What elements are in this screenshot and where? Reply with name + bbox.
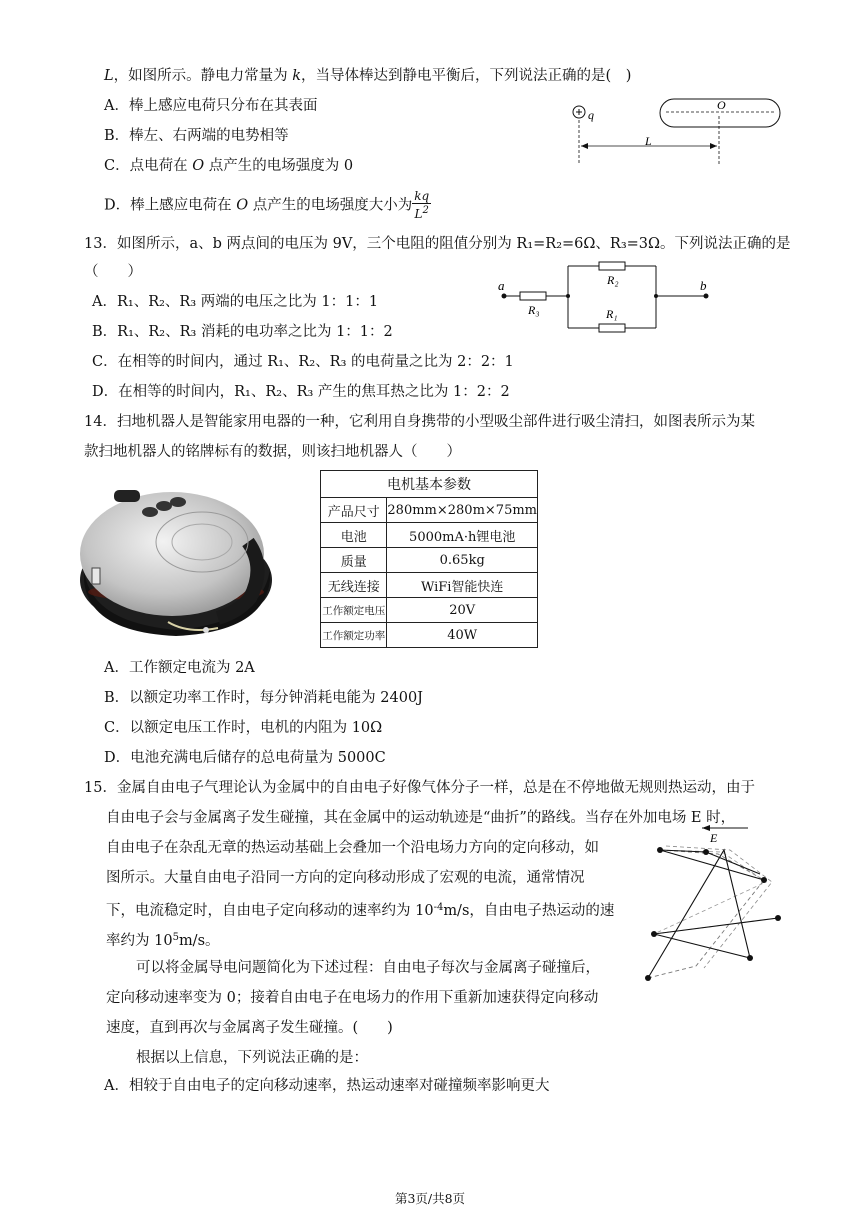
q12-fig-O: O — [717, 98, 726, 112]
table-row — [321, 523, 538, 548]
q12-fraction — [412, 190, 431, 221]
q12-fraction-den-L: L — [414, 207, 423, 221]
q15-line-6-text: 率约为 10 — [106, 933, 173, 949]
table-row — [321, 598, 538, 623]
spec-label: 产品尺寸 — [321, 498, 387, 523]
q15-electron-path-figure — [640, 822, 784, 984]
q15-line-5 — [106, 898, 614, 921]
q15-line-6-tail: m/s。 — [178, 933, 220, 949]
spec-value: 0.65kg — [387, 548, 538, 573]
q13-fig-R3: R₃ — [528, 303, 540, 317]
table-row — [321, 498, 538, 523]
q15-line-5-exp: -4 — [433, 902, 444, 913]
q15-line-2: 自由电子会与金属离子发生碰撞，其在金属中的运动轨迹是“曲折”的路线。当存在外加电场 E 时， — [106, 810, 736, 826]
q15-line-3: 自由电子在杂乱无章的热运动基础上会叠加一个沿电场力方向的定向移动，如 — [106, 840, 599, 856]
q12-option-d-mid: 点产生的电场强度大小为 — [248, 197, 413, 214]
spec-label: 工作额定功率 — [321, 623, 387, 648]
q13-fig-a: a — [498, 278, 505, 293]
q12-figure — [566, 94, 788, 170]
q12-fraction-den — [412, 204, 431, 221]
spec-value: 5000mA·h锂电池 — [387, 523, 538, 548]
q13-option-b: B．R₁、R₂、R₃ 消耗的电功率之比为 1：1：2 — [92, 324, 393, 340]
spec-label: 电池 — [321, 523, 387, 548]
q13-stem-brackets: （ ） — [84, 264, 142, 280]
q12-var-k: k — [292, 68, 302, 84]
q12-option-c-O: O — [192, 158, 205, 174]
spec-table-title: 电机基本参数 — [321, 471, 538, 498]
q12-option-a: A．棒上感应电荷只分布在其表面 — [104, 98, 318, 114]
q12-option-c-tail: 点产生的电场强度为 0 — [204, 158, 354, 174]
q15-line-6-exp: 5 — [172, 932, 179, 943]
q12-fig-L: L — [645, 134, 652, 148]
q12-option-c — [104, 156, 353, 176]
q14-stem: 14．扫地机器人是智能家用电器的一种，它利用自身携带的小型吸尘部件进行吸尘清扫，如图表所示为某 — [84, 414, 755, 430]
table-row — [321, 623, 538, 648]
q15-line-7: 可以将金属导电问题简化为下述过程：自由电子每次与金属离子碰撞后， — [136, 960, 600, 976]
q12-fig-q: q — [588, 108, 594, 122]
q14-option-b: B．以额定功率工作时，每分钟消耗电能为 2400J — [104, 690, 423, 706]
q13-option-d: D．在相等的时间内，R₁、R₂、R₃ 产生的焦耳热之比为 1：2：2 — [92, 384, 510, 400]
q12-stem — [104, 66, 631, 86]
q12-option-d-O: O — [236, 197, 249, 214]
spec-value: 280mm×280m×75mm — [387, 498, 538, 523]
q14-stem-2: 款扫地机器人的铭牌标有的数据，则该扫地机器人（ ） — [84, 444, 461, 460]
spec-value: 40W — [387, 623, 538, 648]
q12-stem-tail: ，当导体棒达到静电平衡后，下列说法正确的是( ) — [301, 68, 632, 84]
q14-option-d: D．电池充满电后储存的总电荷量为 5000C — [104, 750, 386, 766]
q14-option-a: A．工作额定电流为 2A — [104, 660, 255, 676]
q13-fig-b: b — [700, 278, 707, 293]
q12-option-c-text: C．点电荷在 — [104, 158, 193, 174]
q13-stem: 13．如图所示，a、b 两点间的电压为 9V，三个电阻的阻值分别为 R₁=R₂=6Ω、R₃=3Ω。下列说法正确的是 — [84, 236, 791, 252]
spec-label: 无线连接 — [321, 573, 387, 598]
table-row — [321, 548, 538, 573]
q15-line-5-tail: m/s，自由电子热运动的速 — [443, 903, 615, 919]
spec-label: 质量 — [321, 548, 387, 573]
q13-option-c: C．在相等的时间内，通过 R₁、R₂、R₃ 的电荷量之比为 2：2：1 — [92, 354, 514, 370]
q15-line-1: 15．金属自由电子气理论认为金属中的自由电子好像气体分子一样，总是在不停地做无规则热运动，由于 — [84, 780, 755, 796]
q12-fraction-num: kq — [414, 189, 430, 203]
q12-var-L: L — [104, 68, 114, 84]
q15-option-a: A．相较于自由电子的定向移动速率，热运动速率对碰撞频率影响更大 — [104, 1078, 550, 1094]
table-row — [321, 573, 538, 598]
q13-fig-R1: R₁ — [606, 307, 618, 321]
spec-label: 工作额定电压 — [321, 598, 387, 623]
q12-fraction-exp: 2 — [422, 205, 429, 216]
q12-option-d — [104, 190, 431, 221]
spec-value: WiFi智能快连 — [387, 573, 538, 598]
q13-option-a: A．R₁、R₂、R₃ 两端的电压之比为 1：1：1 — [92, 294, 379, 310]
spec-value: 20V — [387, 598, 538, 623]
q13-circuit-figure — [494, 256, 716, 338]
q12-option-d-text: D．棒上感应电荷在 — [104, 197, 237, 214]
q12-option-b: B．棒左、右两端的电势相等 — [104, 128, 289, 144]
q13-fig-R2: R₂ — [607, 273, 619, 287]
q15-line-8: 定向移动速率变为 0；接着自由电子在电场力的作用下重新加速获得定向移动 — [106, 990, 599, 1006]
q15-line-10: 根据以上信息，下列说法正确的是： — [136, 1050, 368, 1066]
q14-option-c: C．以额定电压工作时，电机的内阻为 10Ω — [104, 720, 383, 736]
q12-stem-text: ，如图所示。静电力常量为 — [113, 68, 293, 84]
spec-table — [320, 470, 538, 648]
q15-fig-E: E — [710, 831, 718, 845]
q15-line-5-text: 下，电流稳定时，自由电子定向移动的速率约为 10 — [106, 903, 434, 919]
q15-line-6 — [106, 928, 220, 951]
q15-line-4: 图所示。大量自由电子沿同一方向的定向移动形成了宏观的电流，通常情况 — [106, 870, 585, 886]
q15-line-9: 速度，直到再次与金属离子发生碰撞。( ) — [106, 1020, 393, 1036]
robot-vacuum-image — [78, 472, 280, 642]
page-number: 第3页/共8页 — [394, 1191, 466, 1206]
